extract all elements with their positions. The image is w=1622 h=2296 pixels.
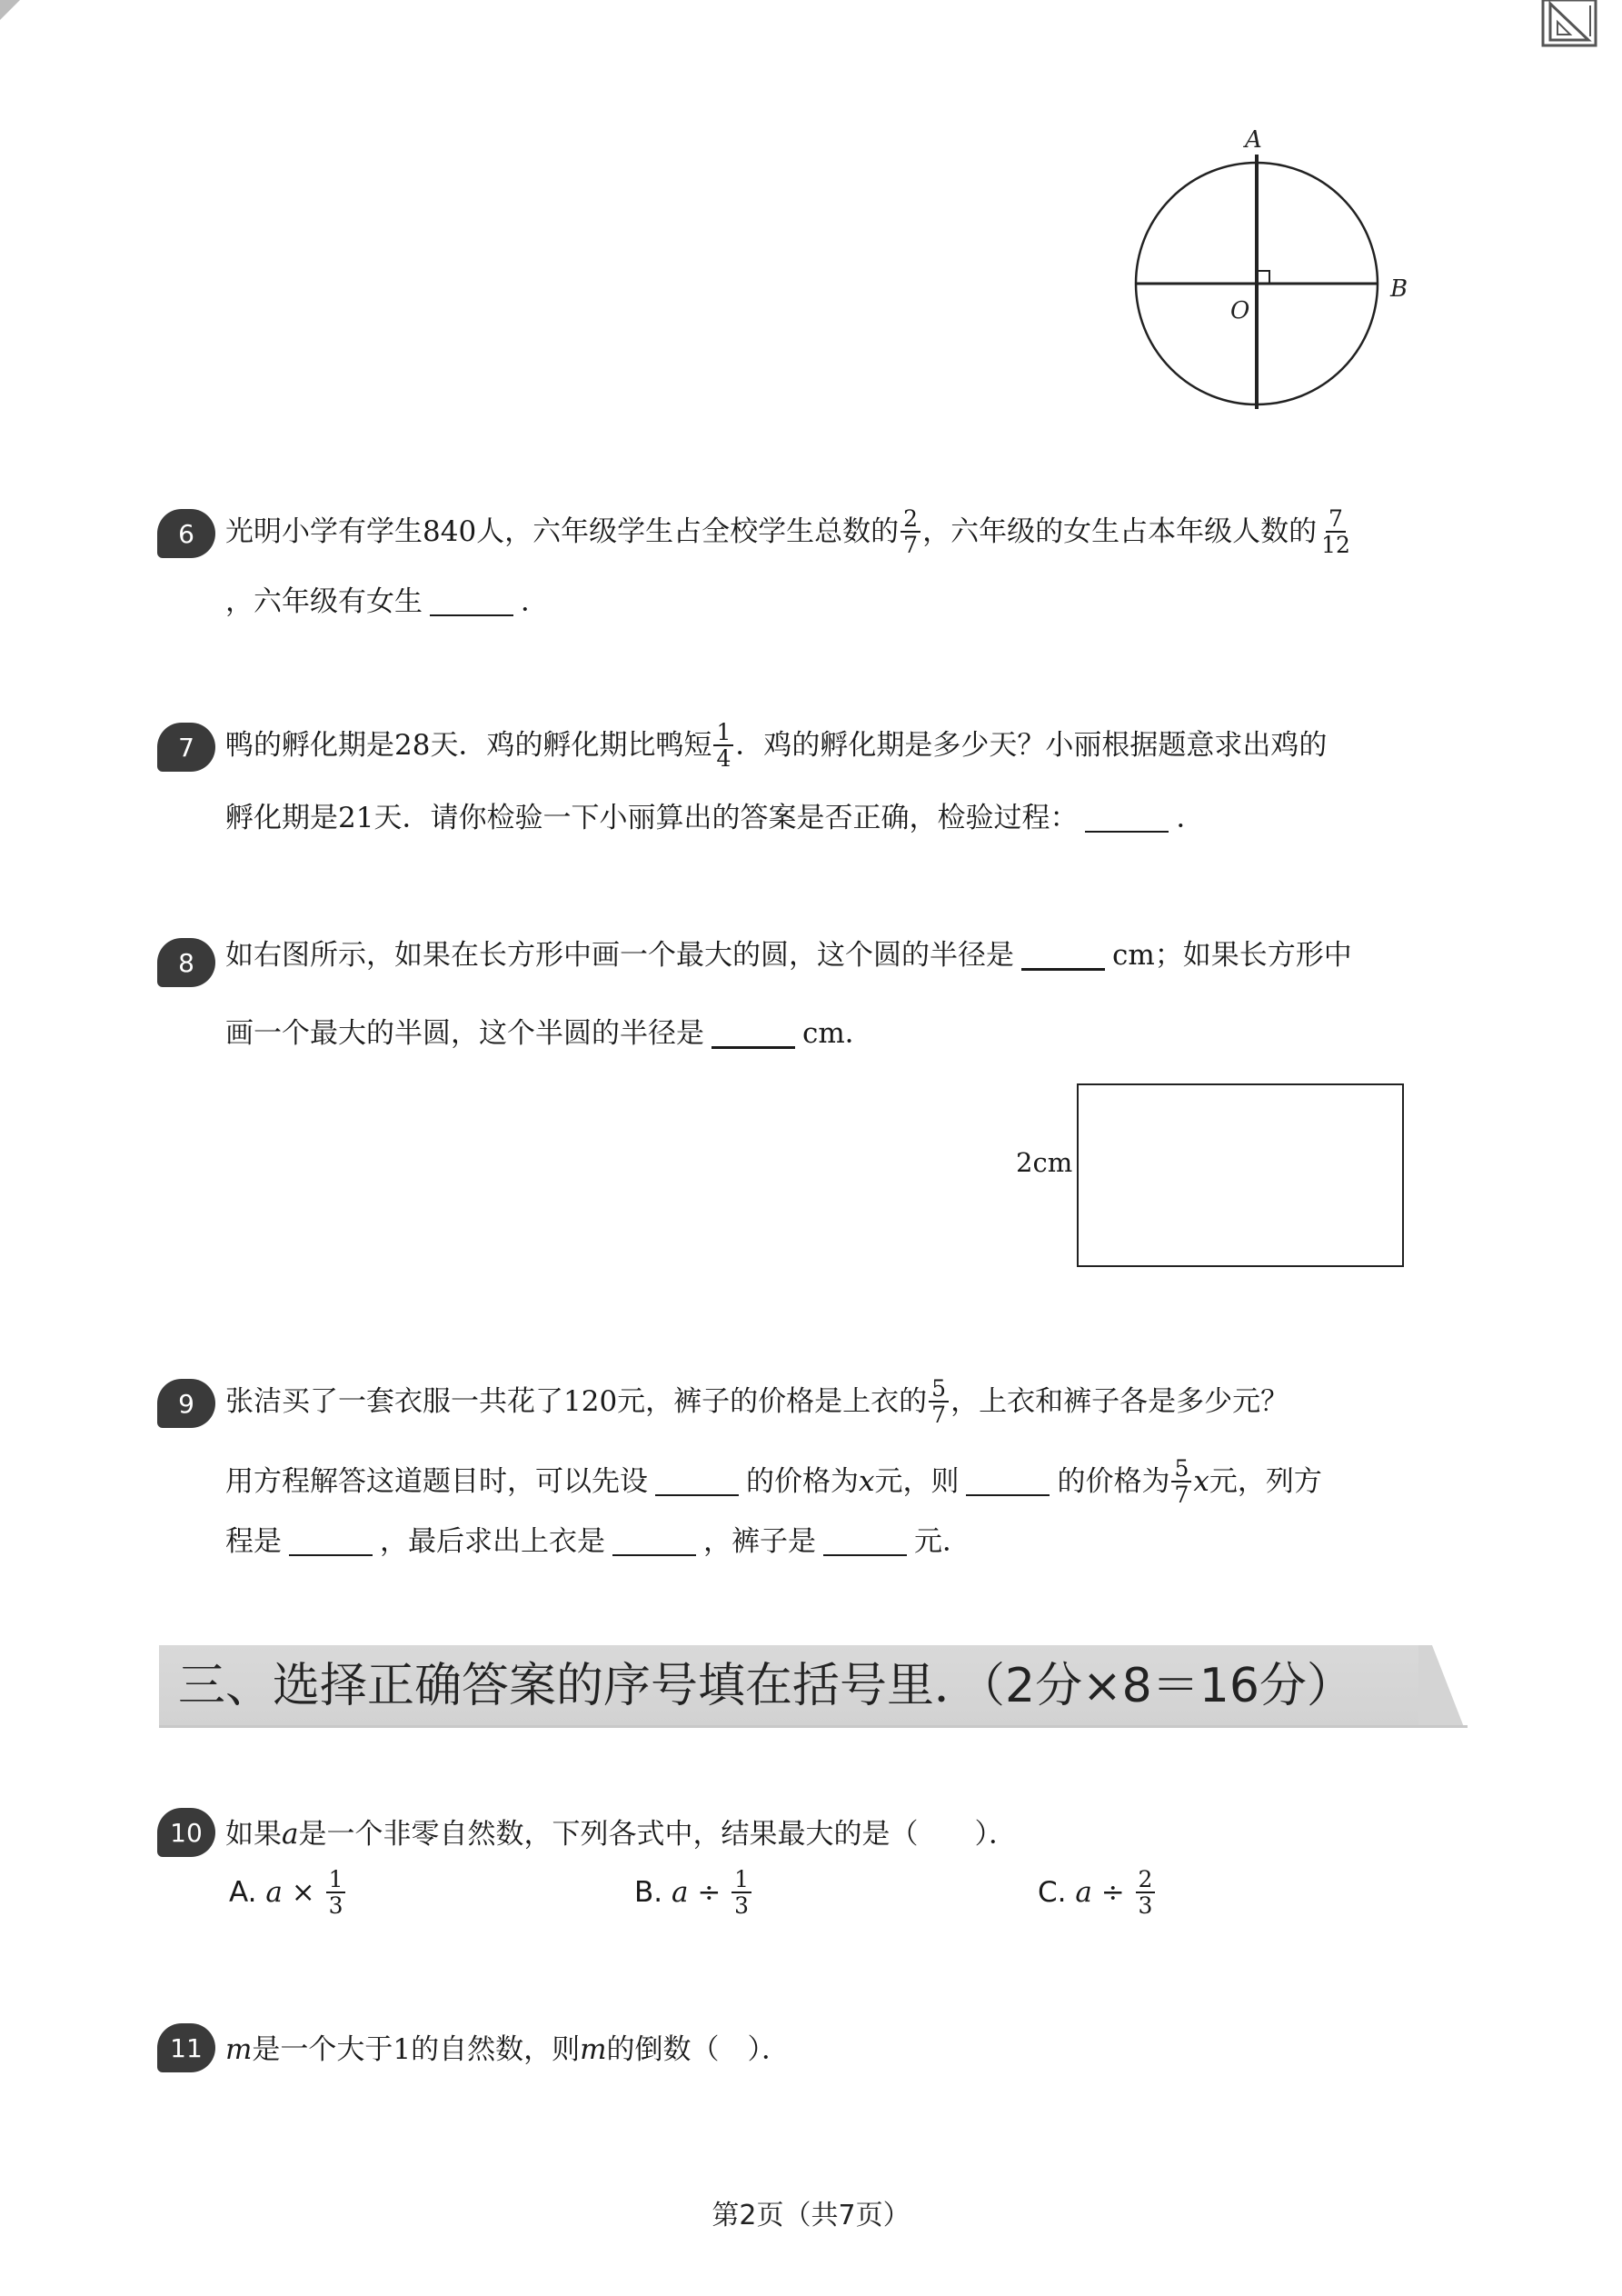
q10-option-c-num: 2 [1136,1867,1156,1893]
q10-option-b-var: a [671,1876,689,1909]
question-9-line-3 [225,1522,970,1562]
q9-text-d: ，上衣和裤子各是多少元？ [950,1385,1289,1418]
question-7-line-1 [225,720,1327,771]
q7-number-1: 28 [394,729,431,762]
q7-line2-c: 天．请你检验一下小丽算出的答案是否正确，检验过程： [373,802,1079,834]
q9-blank-first-item[interactable] [655,1467,739,1496]
q10-option-c-fraction [1136,1867,1156,1918]
question-number-6: 6 [157,509,215,558]
q9-fraction-2 [1171,1456,1191,1507]
q11-var-m2: m [580,2033,607,2066]
q8-line2-a: 画一个最大的半圆，这个半圆的半径是 [225,1017,704,1050]
question-number-9: 9 [157,1379,215,1428]
q7-fraction [713,720,733,771]
question-number-10: 10 [157,1808,215,1857]
q6-line2-text: ，六年级有女生 [225,585,423,618]
q10-option-a-fraction [326,1867,346,1918]
q9-blank-second-item[interactable] [966,1467,1050,1496]
q10-option-b[interactable] [634,1867,753,1918]
q10-option-c-den: 3 [1138,1892,1153,1919]
q9-frac2-num: 5 [1171,1456,1191,1482]
page-footer: 第2页（共7页） [711,2200,911,2231]
q9-blank-equation[interactable] [289,1527,373,1556]
q9-line2-e: 元，列方 [1209,1465,1322,1498]
q10-text-b: 是一个非零自然数，下列各式中，结果最大的是（ ）． [298,1818,1017,1851]
q7-line2-a: 孵化期是 [225,802,338,834]
q8-radius-blank-1[interactable] [1021,941,1105,971]
section-header-underline [159,1725,1468,1728]
q10-option-b-op: ÷ [697,1876,721,1909]
q11-text-c: 的自然数，则 [411,2033,581,2066]
q8-line2-end: ． [844,1017,873,1050]
right-angle-mark [1257,271,1269,284]
q6-fraction-1 [901,506,920,557]
q9-frac1-den: 7 [931,1402,947,1428]
question-6-line-1 [225,506,1355,557]
q8-unit-2: cm [802,1017,845,1050]
q11-var-m: m [225,2033,253,2066]
q10-option-a[interactable] [229,1867,347,1918]
question-10-stem [225,1814,1017,1854]
label-o: O [1230,297,1250,324]
q10-option-b-label: B. [634,1876,663,1909]
q10-option-c-op: ÷ [1100,1876,1125,1909]
q7-text-c: 天．鸡的孵化期比鸭短 [430,729,712,762]
circle-figure [1118,118,1445,418]
q10-option-b-den: 3 [734,1892,750,1919]
q9-var-x2: x [1193,1465,1209,1498]
q6-answer-blank[interactable] [430,587,513,616]
q9-line2-a: 用方程解答这道题目时，可以先设 [225,1465,648,1498]
q9-line3-d: 元． [914,1525,970,1558]
question-9-line-2 [225,1456,1322,1507]
q9-frac2-den: 7 [1174,1482,1189,1508]
question-6-line-2 [225,582,549,622]
q10-option-b-num: 1 [731,1867,751,1893]
q8-text-a: 如右图所示，如果在长方形中画一个最大的圆，这个圆的半径是 [225,939,1014,972]
q6-text-c: 人，六年级学生占全校学生总数的 [476,515,900,548]
question-8-line-2 [225,1013,873,1053]
q6-frac1-den: 7 [903,532,919,558]
q9-var-x: x [859,1465,875,1498]
q10-text-a: 如果 [225,1818,282,1851]
q9-blank-top-price[interactable] [612,1527,696,1556]
question-number-8: 8 [157,938,215,987]
q8-unit-1: cm [1112,939,1155,972]
q6-frac1-num: 2 [901,506,920,533]
rectangle-height-label: 2cm [1016,1147,1073,1178]
q6-frac2-den: 12 [1321,532,1350,558]
q6-frac2-num: 7 [1326,506,1346,533]
q11-number: 1 [393,2033,412,2066]
q8-radius-blank-2[interactable] [711,1019,795,1049]
q7-frac-num: 1 [713,720,733,746]
q7-line2-end: ． [1176,802,1205,834]
q6-text-a: 光明小学有学生 [225,515,423,548]
question-7-line-2 [225,798,1204,838]
q8-text-b: ；如果长方形中 [1154,939,1352,972]
q9-number: 120 [563,1385,618,1418]
section-header-tail [1418,1645,1464,1727]
q10-option-a-num: 1 [326,1867,346,1893]
q10-var-a: a [282,1818,299,1851]
q9-frac1-num: 5 [929,1376,949,1403]
question-number-7: 7 [157,723,215,772]
rectangle-figure [1077,1083,1404,1267]
label-a: A [1245,126,1262,154]
q10-option-c-label: C. [1038,1876,1067,1909]
q6-fraction-2 [1318,506,1353,557]
q7-text-d: ．鸡的孵化期是多少天？小丽根据题意求出鸡的 [735,729,1328,762]
question-11-stem [225,2030,790,2070]
q9-text-c: 元，裤子的价格是上衣的 [617,1385,928,1418]
q9-line2-d: 的价格为 [1057,1465,1170,1498]
q7-text-a: 鸭的孵化期是 [225,729,394,762]
q9-line3-b: ，最后求出上衣是 [380,1525,605,1558]
q7-frac-den: 4 [716,745,731,772]
q9-text-a: 张洁买了一套衣服一共花了 [225,1385,563,1418]
label-b: B [1390,275,1408,303]
q10-option-a-label: A. [229,1876,257,1909]
q9-line2-c: 元，则 [874,1465,960,1498]
q10-option-b-fraction [731,1867,751,1918]
question-number-11: 11 [157,2023,215,2072]
q10-option-a-op: × [291,1876,315,1909]
question-8-line-1 [225,935,1352,975]
q10-option-c[interactable] [1038,1867,1157,1918]
section-3-title: 三、选择正确答案的序号填在括号里．（2分×8＝16分） [178,1659,1354,1713]
q9-fraction-1 [929,1376,949,1427]
q9-line3-c: ，裤子是 [703,1525,816,1558]
q10-option-c-var: a [1075,1876,1092,1909]
q11-text-a: 是一个大于 [252,2033,393,2066]
q10-option-a-var: a [265,1876,283,1909]
q9-blank-pants-price[interactable] [823,1527,907,1556]
page-corner-fold [0,0,20,20]
q9-line3-a: 程是 [225,1525,282,1558]
q9-line2-b: 的价格为 [746,1465,859,1498]
q7-answer-blank[interactable] [1085,804,1169,833]
question-9-line-1 [225,1376,1289,1427]
q6-line2-end: ． [521,585,549,618]
set-square-icon [1541,0,1599,49]
q11-text-d: 的倒数（ ）． [606,2033,791,2066]
q6-number: 840 [423,515,477,548]
q7-number-2: 21 [338,802,374,834]
q6-text-d: ，六年级的女生占本年级人数的 [922,515,1318,548]
q10-option-a-den: 3 [328,1892,343,1919]
